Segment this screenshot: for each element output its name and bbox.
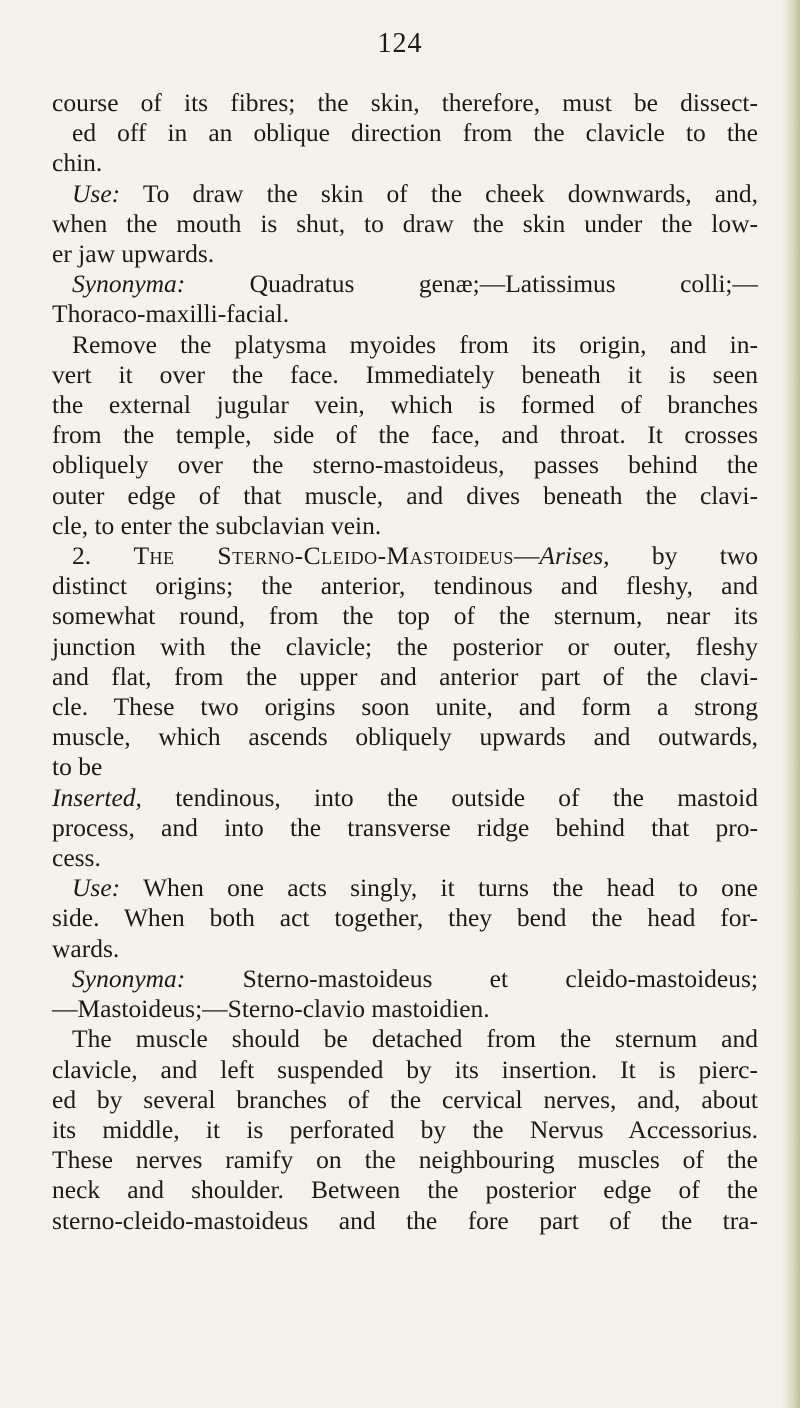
text-line bbox=[52, 1175, 758, 1205]
line-text: ed by several branches of the cervical nerves, and, about bbox=[52, 1084, 758, 1114]
line-text: The muscle should be detached from the sternum and bbox=[72, 1024, 758, 1054]
text-line bbox=[52, 148, 758, 178]
line-text: somewhat round, from the top of the sternum, near its bbox=[52, 601, 758, 631]
text-line bbox=[52, 662, 758, 692]
line-text: to be bbox=[52, 752, 103, 782]
line-text: To draw the skin of the cheek downwards, and, bbox=[120, 178, 758, 208]
line-text: tendinous, into the outside of the mastoid bbox=[141, 782, 758, 812]
text-line bbox=[52, 179, 758, 209]
heading-dash: — bbox=[513, 541, 540, 571]
italic-lead: Arises, bbox=[539, 541, 610, 571]
text-line bbox=[52, 269, 758, 299]
line-text: er jaw upwards. bbox=[52, 239, 215, 269]
line-text: outer edge of that muscle, and dives beneath the clavi- bbox=[52, 480, 758, 510]
italic-lead: Synonyma: bbox=[72, 963, 186, 993]
line-text: obliquely over the sterno-mastoideus, passes behind the bbox=[52, 450, 758, 480]
text-line bbox=[52, 873, 758, 903]
line-text: its middle, it is perforated by the Nervus Accessorius. bbox=[52, 1114, 758, 1144]
line-text: junction with the clavicle; the posterior or outer, fleshy bbox=[52, 631, 758, 661]
line-text: cle. These two origins soon unite, and form a strong bbox=[52, 692, 758, 722]
line-text: Thoraco-maxilli-facial. bbox=[52, 299, 290, 329]
text-line bbox=[52, 843, 758, 873]
line-text: Remove the platysma myoides from its origin, and in- bbox=[72, 329, 758, 359]
line-text: cle, to enter the subclavian vein. bbox=[52, 510, 382, 540]
text-line bbox=[52, 118, 758, 148]
text-line bbox=[52, 722, 758, 752]
line-text: distinct origins; the anterior, tendinous and fleshy, and bbox=[52, 571, 758, 601]
body-text bbox=[52, 88, 758, 1236]
line-text: wards. bbox=[52, 933, 120, 963]
line-text: from the temple, side of the face, and throat. It crosses bbox=[52, 420, 758, 450]
line-text: These nerves ramify on the neighbouring muscles of the bbox=[52, 1145, 758, 1175]
text-line bbox=[52, 330, 758, 360]
line-text: muscle, which ascends obliquely upwards and outwards, bbox=[52, 722, 758, 752]
text-line bbox=[52, 813, 758, 843]
italic-lead: Inserted, bbox=[52, 782, 142, 812]
text-line bbox=[52, 1115, 758, 1145]
text-line bbox=[52, 450, 758, 480]
text-line bbox=[52, 299, 758, 329]
text-line bbox=[52, 360, 758, 390]
text-line bbox=[52, 1145, 758, 1175]
italic-lead: Use: bbox=[72, 178, 121, 208]
text-line bbox=[52, 601, 758, 631]
text-line bbox=[52, 783, 758, 813]
text-line bbox=[52, 541, 758, 571]
text-line bbox=[52, 994, 758, 1024]
italic-lead: Synonyma: bbox=[72, 269, 186, 299]
text-line bbox=[52, 934, 758, 964]
line-text: and flat, from the upper and anterior part of the clavi- bbox=[52, 661, 758, 691]
text-line bbox=[52, 1024, 758, 1054]
text-line bbox=[52, 420, 758, 450]
italic-lead: Use: bbox=[72, 873, 121, 903]
line-text: chin. bbox=[52, 148, 103, 178]
line-text: side. When both act together, they bend the head for- bbox=[52, 903, 758, 933]
line-text: neck and shoulder. Between the posterior edge of the bbox=[52, 1175, 758, 1205]
text-line bbox=[52, 481, 758, 511]
line-text: by two bbox=[609, 541, 759, 571]
line-text: Quadratus genæ;—Latissimus colli;— bbox=[185, 269, 758, 299]
line-text: ed off in an oblique direction from the clavicle to the bbox=[72, 118, 758, 148]
line-text: clavicle, and left suspended by its insertion. It is pierc- bbox=[52, 1054, 758, 1084]
line-text: process, and into the transverse ridge behind that pro- bbox=[52, 812, 758, 842]
line-text: the external jugular vein, which is formed of branches bbox=[52, 390, 758, 420]
text-line bbox=[52, 1085, 758, 1115]
page-edge-shadow bbox=[782, 0, 800, 1408]
line-text: —Mastoideus;—Sterno-clavio mastoidien. bbox=[52, 994, 490, 1024]
text-line bbox=[52, 88, 758, 118]
line-text: Sterno-mastoideus et cleido-mastoideus; bbox=[185, 963, 758, 993]
line-text: sterno-cleido-mastoideus and the fore part of the tra- bbox=[52, 1205, 758, 1235]
text-line bbox=[52, 209, 758, 239]
text-line bbox=[52, 964, 758, 994]
text-line bbox=[52, 1055, 758, 1085]
text-line bbox=[52, 1206, 758, 1236]
line-text: when the mouth is shut, to draw the skin under the low- bbox=[52, 208, 758, 238]
text-line bbox=[52, 903, 758, 933]
text-line bbox=[52, 692, 758, 722]
line-text: When one acts singly, it turns the head to one bbox=[120, 873, 758, 903]
text-line bbox=[52, 239, 758, 269]
line-text: cess. bbox=[52, 843, 101, 873]
text-line bbox=[52, 390, 758, 420]
text-line bbox=[52, 511, 758, 541]
line-text: course of its fibres; the skin, therefore, must be dissect- bbox=[52, 88, 758, 117]
muscle-heading: The Sterno-Cleido-Mastoideus bbox=[133, 541, 514, 571]
text-line bbox=[52, 632, 758, 662]
text-line bbox=[52, 571, 758, 601]
line-text: vert it over the face. Immediately beneath it is seen bbox=[52, 359, 758, 389]
section-number: 2. bbox=[72, 541, 92, 571]
text-line bbox=[52, 752, 758, 782]
page-number: 124 bbox=[377, 28, 423, 59]
